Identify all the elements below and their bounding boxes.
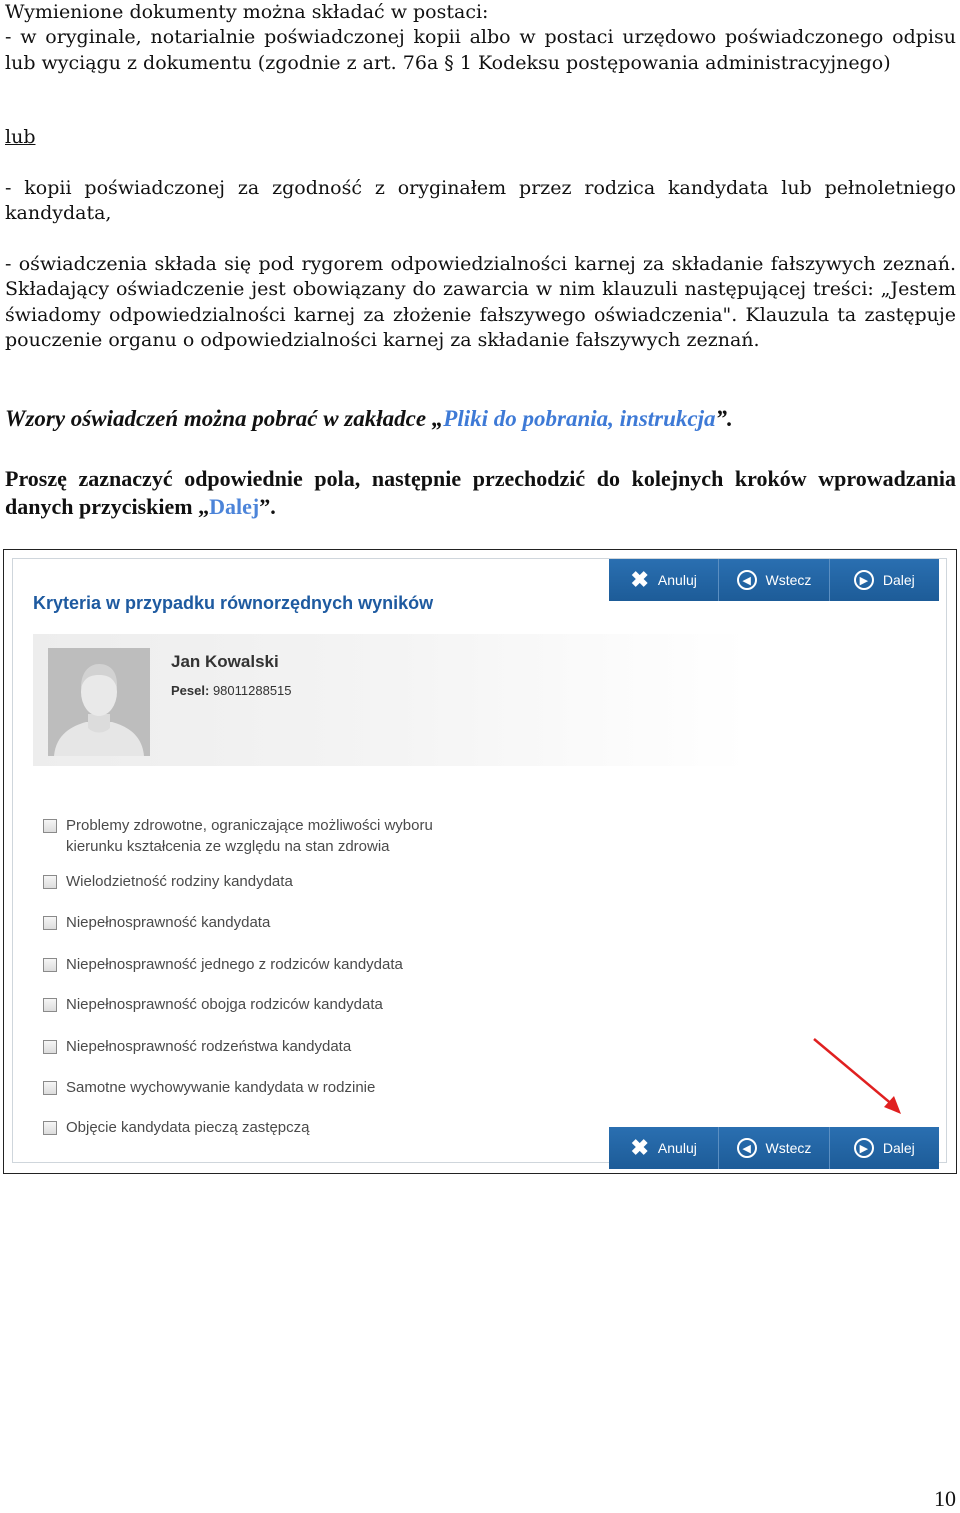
next-link-text: Dalej [209,494,260,519]
cancel-label: Anuluj [657,1140,697,1156]
list-item [43,871,483,892]
cancel-button[interactable] [609,1127,718,1169]
user-card [33,634,748,766]
criteria-checkbox[interactable] [43,998,57,1012]
criteria-checkbox[interactable] [43,1121,57,1135]
paragraph-templates [5,404,956,434]
criteria-checkbox[interactable] [43,916,57,930]
criteria-checkbox[interactable] [43,819,57,833]
back-label: Wstecz [765,572,812,588]
criteria-label: Niepełnosprawność jednego z rodziców kandydata [66,956,403,973]
paragraph-statement: - oświadczenia składa się pod rygorem odpowiedzialności karnej za składanie fałszywych zeznań. Składający oświadczenie jest obowiązany do zawarcia w nim klauzuli następującej treści: „Jestem świadomy odpowiedzialności karnej za złożenie fałszywego oświadczenia". Klauzula ta zastępuje pouczenie organu o odpowiedzialności karnej za składanie fałszywych zeznań. [5,253,956,351]
templates-end: ”. [715,406,733,431]
arrow-left-icon: ◀ [737,570,757,590]
avatar [48,648,150,756]
back-label: Wstecz [765,1140,812,1156]
lub-text: lub [5,126,36,148]
or-label [5,125,956,150]
back-button[interactable] [718,559,828,601]
arrow-right-icon: ▶ [854,1138,874,1158]
back-button[interactable] [718,1127,828,1169]
criteria-checkbox[interactable] [43,1040,57,1054]
next-button[interactable] [829,559,939,601]
criteria-label: Niepełnosprawność kandydata [66,914,271,931]
close-icon: ✖ [630,1135,649,1160]
page-number: 10 [934,1486,956,1511]
paragraph-forms [5,0,956,76]
top-toolbar [609,559,939,601]
panel-title: Kryteria w przypadku równorzędnych wyników [33,593,434,613]
criteria-label: Wielodzietność rodziny kandydata [66,873,293,890]
screenshot-frame [3,549,957,1174]
list-item [43,912,483,933]
bottom-toolbar [609,1127,939,1169]
criteria-label: Niepełnosprawność obojga rodziców kandydata [66,996,383,1013]
criteria-panel [12,558,947,1163]
next-label: Dalej [882,572,915,588]
list-item [43,1077,483,1098]
criteria-checkbox[interactable] [43,958,57,972]
close-icon: ✖ [630,567,649,592]
pesel-value: 98011288515 [212,683,292,698]
templates-text: Wzory oświadczeń można pobrać w zakładce „ [5,406,444,431]
criteria-checkbox[interactable] [43,875,57,889]
list-item [43,954,483,975]
arrow-left-icon: ◀ [737,1138,757,1158]
criteria-label: Niepełnosprawność rodzeństwa kandydata [66,1038,352,1055]
list-item [43,1036,483,1057]
cancel-label: Anuluj [657,572,697,588]
criteria-checkbox[interactable] [43,1081,57,1095]
arrow-right-icon: ▶ [854,570,874,590]
paragraph-copy: - kopii poświadczonej za zgodność z oryginałem przez rodzica kandydata lub pełnoletniego kandydata, [5,177,956,225]
forms-intro: Wymienione dokumenty można składać w postaci: [5,1,489,23]
pesel-row [171,683,292,698]
downloads-link[interactable]: Pliki do pobrania, instrukcja [443,406,716,431]
forms-original: - w oryginale, notarialnie poświadczonej kopii albo w postaci urzędowo poświadczonego odpisu lub wyciągu z dokumentu (zgodnie z art. 76a § 1 Kodeksu postępowania administracyjnego) [5,26,956,74]
list-item [43,1117,483,1138]
cancel-button[interactable] [609,559,718,601]
criteria-label: Problemy zdrowotne, ograniczające możliwości wyboru kierunku kształcenia ze względu na stan zdrowia [66,817,433,855]
criteria-label: Objęcie kandydata pieczą zastępczą [66,1119,310,1136]
list-item [43,994,483,1015]
next-label: Dalej [882,1140,915,1156]
next-button[interactable] [829,1127,939,1169]
criteria-label: Samotne wychowywanie kandydata w rodzinie [66,1079,376,1096]
pesel-label: Pesel: [171,683,210,698]
paragraph-instruction [5,465,956,521]
instruction-end: ”. [259,494,276,519]
instruction-text: Proszę zaznaczyć odpowiednie pola, następnie przechodzić do kolejnych kroków wprowadzania danych przyciskiem „ [5,466,956,519]
red-arrow-icon [808,1034,908,1124]
user-silhouette-icon [48,648,150,756]
user-name: Jan Kowalski [171,652,279,671]
list-item [43,815,483,857]
